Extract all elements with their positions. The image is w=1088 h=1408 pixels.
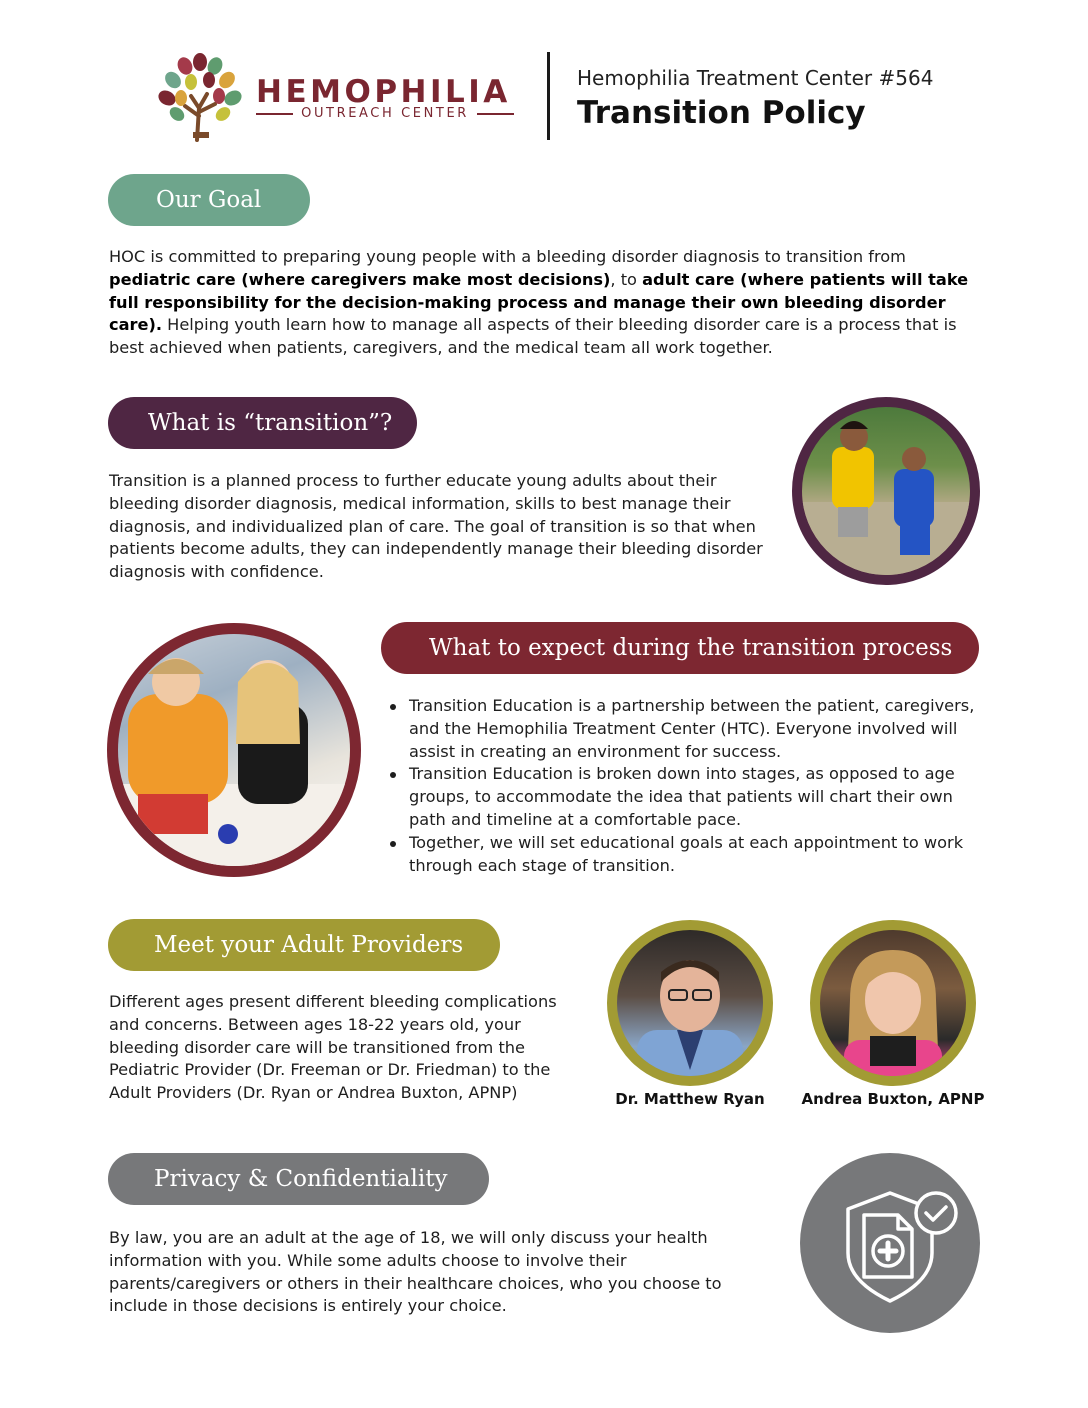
goal-paragraph: HOC is committed to preparing young people with a bleeding disorder diagnosis to transition from pediatric care (where caregivers make most decisions), to adult care (where patients will take full responsibility for the decision-making process and manage their own bleeding disorder care). Helping youth learn how to manage all aspects of their bleeding disorder care is a process that is best achieved when patients, caregivers, and the medical team all work together. [109, 247, 969, 358]
brand-name: HEMOPHILIA [256, 74, 511, 110]
transition-paragraph: Transition is a planned process to further educate young adults about their bleeding disorder diagnosis, medical information, skills to best manage their diagnosis, and individualized plan of care. The goal of transition is so that when patients become adults, they can independently manage their bleeding disorder diagnosis with confidence. [109, 471, 763, 582]
providers-paragraph: Different ages present different bleeding complications and concerns. Between ages 18-22 years old, your bleeding disorder care will be transitioned from the Pediatric Provider (Dr. Freeman or Dr. Friedman) to the Adult Providers (Dr. Ryan or Andrea Buxton, APNP) [109, 992, 557, 1103]
photo-provider-buxton [810, 920, 976, 1086]
section-heading-privacy: Privacy & Confidentiality [108, 1153, 489, 1205]
section-heading-goal: Our Goal [108, 174, 310, 226]
provider-caption-buxton: Andrea Buxton, APNP [801, 1090, 985, 1108]
photo-youth-handshake [792, 397, 980, 585]
brand-subtitle [256, 106, 514, 121]
list-item: Transition Education is broken down into stages, as opposed to age groups, to accommodate the idea that patients will chart their own path and timeline at a comfortable pace. [388, 763, 988, 831]
list-item: Transition Education is a partnership between the patient, caregivers, and the Hemophilia Treatment Center (HTC). Everyone involved will assist in creating an environment for success. [388, 695, 988, 763]
photo-provider-ryan [607, 920, 773, 1086]
privacy-paragraph: By law, you are an adult at the age of 18, we will only discuss your health information with you. While some adults choose to involve their parents/caregivers or others in their healthcare choices, who you choose to include in those decisions is entirely your choice. [109, 1228, 722, 1316]
list-item: Together, we will set educational goals at each appointment to work through each stage of transition. [388, 832, 988, 878]
center-name: Hemophilia Treatment Center #564 [577, 66, 934, 90]
logo-tree-icon [155, 50, 245, 142]
header-divider [547, 52, 550, 140]
page-title: Transition Policy [577, 95, 866, 131]
section-heading-expect: What to expect during the transition process [381, 622, 979, 674]
brand-subtitle-text: OUTREACH CENTER [301, 106, 469, 121]
expect-bullet-list [388, 695, 988, 877]
section-heading-providers: Meet your Adult Providers [108, 919, 500, 971]
shield-document-check-icon [800, 1153, 980, 1333]
section-heading-transition: What is “transition”? [108, 397, 417, 449]
provider-caption-ryan: Dr. Matthew Ryan [615, 1090, 765, 1108]
photo-nurse-teaching [107, 623, 361, 877]
